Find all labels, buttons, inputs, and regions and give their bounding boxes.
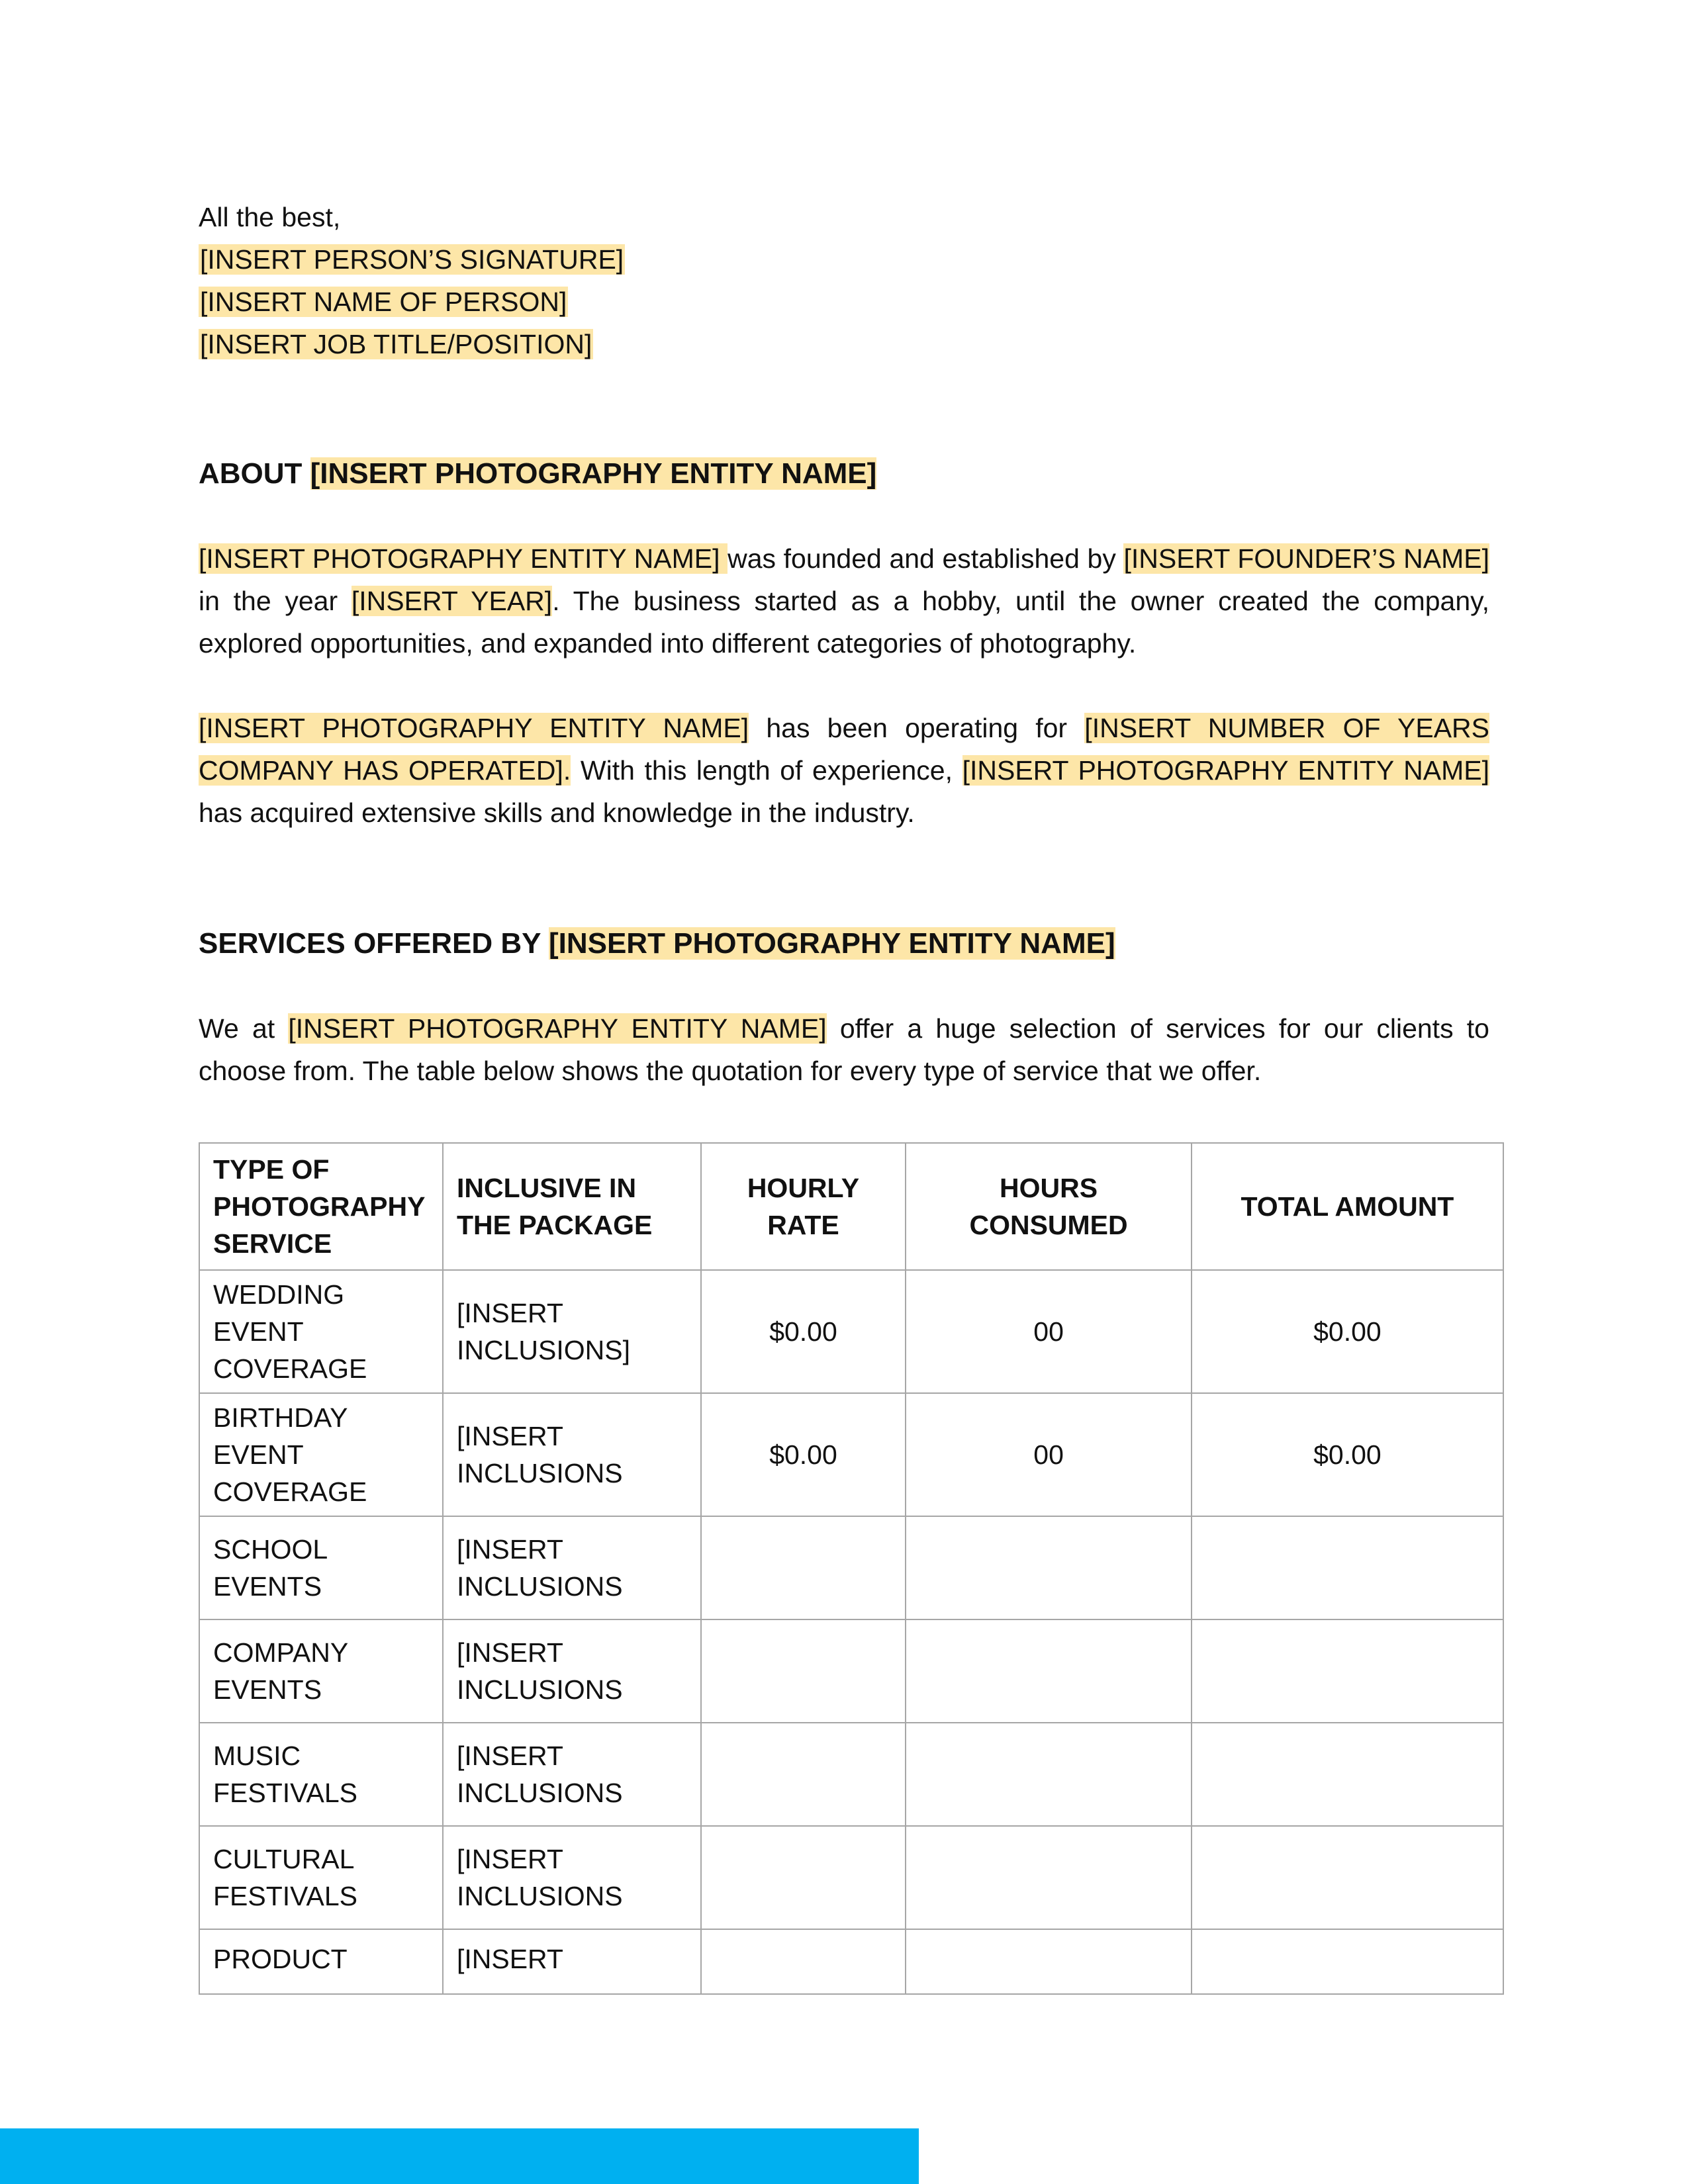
about-p1-text-1: was founded and established by xyxy=(727,543,1124,574)
about-p2-text-1: has been operating for xyxy=(749,713,1085,743)
entity-placeholder: [INSERT PHOTOGRAPHY ENTITY NAME] xyxy=(199,543,728,574)
cell-total-amount xyxy=(1192,1619,1503,1723)
services-heading-prefix: SERVICES OFFERED BY xyxy=(199,927,549,960)
table-row xyxy=(199,1270,1503,1393)
cell-total-amount: $0.00 xyxy=(1192,1393,1503,1516)
years-placeholder: [INSERT NUMBER OF YEARS COMPANY HAS OPERATED]. xyxy=(199,713,1489,786)
page-content xyxy=(199,196,1489,1092)
year-placeholder: [INSERT YEAR] xyxy=(351,586,553,616)
cell-inclusions: [INSERT INCLUSIONS xyxy=(443,1619,701,1723)
cell-total-amount: $0.00 xyxy=(1192,1270,1503,1393)
about-p1-text-3: . The business started as a hobby, until the owner created the company, explored opportunities, and expanded into different categories of photography. xyxy=(199,586,1489,659)
name-line xyxy=(199,281,1489,323)
cell-hours-consumed xyxy=(906,1826,1191,1929)
about-p2-text-3: has acquired extensive skills and knowledge in the industry. xyxy=(199,797,915,828)
cell-inclusions: [INSERT xyxy=(443,1929,701,1994)
founder-placeholder: [INSERT FOUNDER’S NAME] xyxy=(1123,543,1489,574)
cell-service-type: COMPANY EVENTS xyxy=(199,1619,443,1723)
services-intro-text-1: We at xyxy=(199,1013,289,1044)
cell-hourly-rate: $0.00 xyxy=(701,1270,906,1393)
header-inclusive: INCLUSIVE IN THE PACKAGE xyxy=(443,1143,701,1270)
cell-inclusions: [INSERT INCLUSIONS xyxy=(443,1516,701,1619)
cell-service-type: MUSIC FESTIVALS xyxy=(199,1723,443,1826)
header-hours-consumed: HOURS CONSUMED xyxy=(906,1143,1191,1270)
cell-hours-consumed xyxy=(906,1929,1191,1994)
services-quotation-table xyxy=(199,1142,1504,1995)
cell-inclusions: [INSERT INCLUSIONS xyxy=(443,1826,701,1929)
about-heading-entity: [INSERT PHOTOGRAPHY ENTITY NAME] xyxy=(310,457,877,490)
header-hourly-rate: HOURLY RATE xyxy=(701,1143,906,1270)
table-row xyxy=(199,1516,1503,1619)
cell-total-amount xyxy=(1192,1516,1503,1619)
services-intro-paragraph xyxy=(199,1007,1489,1092)
about-heading-prefix: ABOUT xyxy=(199,457,310,490)
services-intro-text-2: offer a huge selection of services for our clients to choose from. The table below shows the quotation for every type of service that we offer. xyxy=(199,1013,1489,1086)
cell-service-type: SCHOOL EVENTS xyxy=(199,1516,443,1619)
cell-total-amount xyxy=(1192,1929,1503,1994)
about-p2-text-2: With this length of experience, xyxy=(571,755,962,786)
about-paragraph-2 xyxy=(199,707,1489,834)
cell-hourly-rate: $0.00 xyxy=(701,1393,906,1516)
about-p1-text-2: in the year xyxy=(199,586,352,616)
entity-placeholder: [INSERT PHOTOGRAPHY ENTITY NAME] xyxy=(288,1013,827,1044)
services-heading-entity: [INSERT PHOTOGRAPHY ENTITY NAME] xyxy=(548,927,1115,960)
closing-salutation: All the best, xyxy=(199,202,341,232)
cell-service-type: PRODUCT xyxy=(199,1929,443,1994)
cell-hourly-rate xyxy=(701,1619,906,1723)
cell-service-type: BIRTHDAY EVENT COVERAGE xyxy=(199,1393,443,1516)
cell-hours-consumed: 00 xyxy=(906,1393,1191,1516)
table-row xyxy=(199,1929,1503,1994)
footer-accent-bar xyxy=(0,2128,919,2184)
header-service-type: TYPE OF PHOTOGRAPHY SERVICE xyxy=(199,1143,443,1270)
cell-service-type: WEDDING EVENT COVERAGE xyxy=(199,1270,443,1393)
job-title-line xyxy=(199,323,1489,365)
job-title-placeholder: [INSERT JOB TITLE/POSITION] xyxy=(200,329,592,359)
header-total-amount: TOTAL AMOUNT xyxy=(1192,1143,1503,1270)
table-row xyxy=(199,1619,1503,1723)
cell-hours-consumed xyxy=(906,1516,1191,1619)
cell-hourly-rate xyxy=(701,1516,906,1619)
cell-hourly-rate xyxy=(701,1826,906,1929)
about-heading xyxy=(199,453,1489,495)
table-header-row xyxy=(199,1143,1503,1270)
cell-total-amount xyxy=(1192,1826,1503,1929)
table-row xyxy=(199,1826,1503,1929)
cell-hours-consumed: 00 xyxy=(906,1270,1191,1393)
about-paragraph-1 xyxy=(199,537,1489,664)
cell-service-type: CULTURAL FESTIVALS xyxy=(199,1826,443,1929)
cell-inclusions: [INSERT INCLUSIONS xyxy=(443,1723,701,1826)
cell-hourly-rate xyxy=(701,1929,906,1994)
entity-placeholder: [INSERT PHOTOGRAPHY ENTITY NAME] xyxy=(199,713,749,743)
table-row xyxy=(199,1723,1503,1826)
cell-inclusions: [INSERT INCLUSIONS] xyxy=(443,1270,701,1393)
cell-total-amount xyxy=(1192,1723,1503,1826)
cell-inclusions: [INSERT INCLUSIONS xyxy=(443,1393,701,1516)
table-row xyxy=(199,1393,1503,1516)
services-heading xyxy=(199,923,1489,965)
entity-placeholder: [INSERT PHOTOGRAPHY ENTITY NAME] xyxy=(962,755,1489,786)
signature-line xyxy=(199,238,1489,281)
cell-hours-consumed xyxy=(906,1619,1191,1723)
signature-placeholder: [INSERT PERSON’S SIGNATURE] xyxy=(200,244,624,275)
name-placeholder: [INSERT NAME OF PERSON] xyxy=(200,287,567,317)
cell-hourly-rate xyxy=(701,1723,906,1826)
cell-hours-consumed xyxy=(906,1723,1191,1826)
closing-block xyxy=(199,196,1489,365)
